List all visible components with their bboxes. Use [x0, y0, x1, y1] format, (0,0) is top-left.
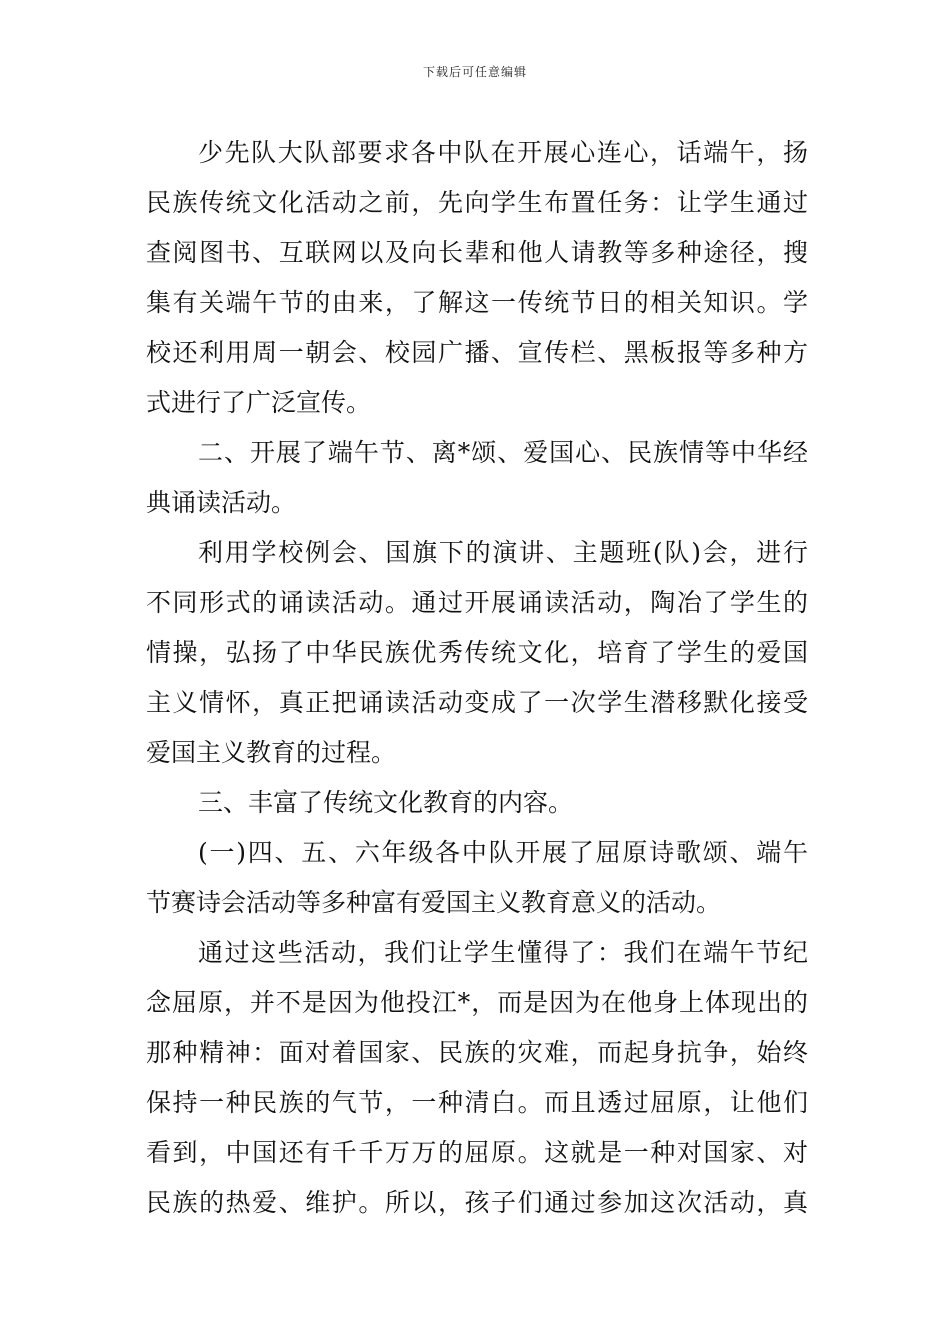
- text-line: 节赛诗会活动等多种富有爱国主义教育意义的活动。: [146, 888, 722, 917]
- page-header: 下载后可任意编辑: [422, 65, 527, 79]
- text-line: 少先队大队部要求各中队在开展心连心，话端午，扬: [198, 138, 808, 167]
- text-line: 情操，弘扬了中华民族优秀传统文化，培育了学生的爱国: [146, 638, 808, 667]
- text-line: 通过这些活动，我们让学生懂得了：我们在端午节纪: [198, 938, 808, 967]
- text-line: 那种精神：面对着国家、民族的灾难，而起身抗争，始终: [146, 1038, 808, 1067]
- text-line: 式进行了广泛宣传。: [146, 388, 372, 417]
- text-line: 民族的热爱、维护。所以，孩子们通过参加这次活动，真: [146, 1188, 808, 1217]
- text-line: 查阅图书、互联网以及向长辈和他人请教等多种途径，搜: [146, 238, 808, 267]
- document-body: [146, 128, 808, 1228]
- text-line: 校还利用周一朝会、校园广播、宣传栏、黑板报等多种方: [146, 338, 808, 367]
- text-line: 念屈原，并不是因为他投江*，而是因为在他身上体现出的: [146, 988, 808, 1017]
- text-line: 爱国主义教育的过程。: [146, 738, 397, 767]
- text-line: 集有关端午节的由来，了解这一传统节日的相关知识。学: [146, 288, 808, 317]
- text-line: 保持一种民族的气节，一种清白。而且透过屈原，让他们: [146, 1088, 808, 1117]
- section-heading: 二、开展了端午节、离*颂、爱国心、民族情等中华经: [198, 438, 808, 467]
- text-line: 主义情怀，真正把诵读活动变成了一次学生潜移默化接受: [146, 688, 808, 717]
- text-line: (一)四、五、六年级各中队开展了屈原诗歌颂、端午: [198, 838, 808, 867]
- text-line: 看到，中国还有千千万万的屈原。这就是一种对国家、对: [146, 1138, 808, 1167]
- section-heading: 典诵读活动。: [146, 488, 297, 517]
- text-line: 民族传统文化活动之前，先向学生布置任务：让学生通过: [146, 188, 808, 217]
- text-line: 利用学校例会、国旗下的演讲、主题班(队)会，进行: [198, 538, 808, 567]
- section-heading: 三、丰富了传统文化教育的内容。: [198, 788, 574, 817]
- text-line: 不同形式的诵读活动。通过开展诵读活动，陶冶了学生的: [146, 588, 808, 617]
